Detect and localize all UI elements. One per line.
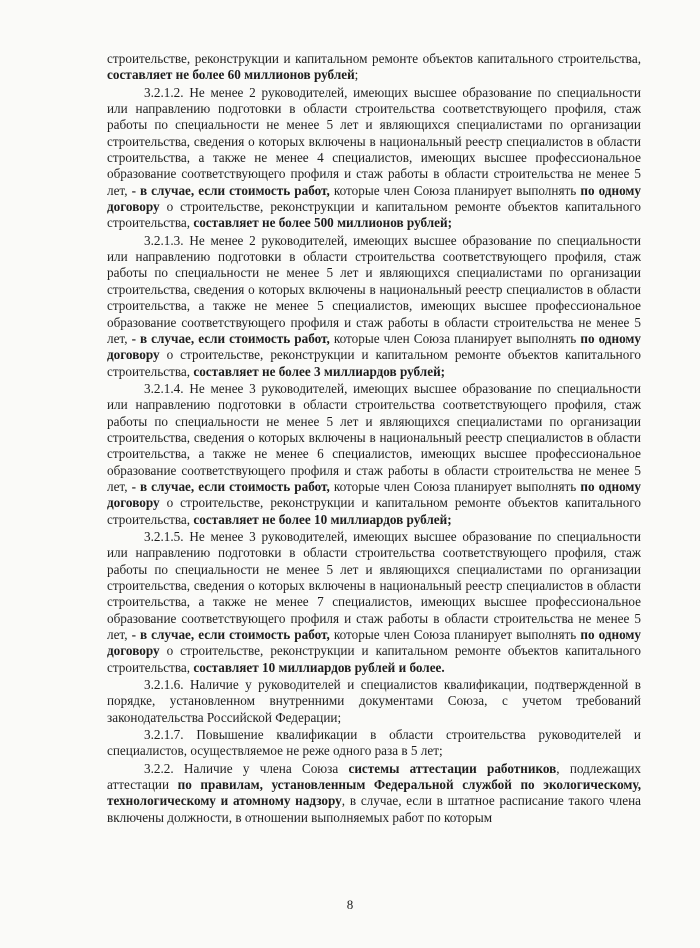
bold-text-run: составляет не более 60 миллионов рублей — [107, 67, 355, 83]
text-run: 3.2.1.4. Не менее 3 руководителей, имеющих высшее образование по специальности или направлению подготовки в области строительства соответствующего профиля, стаж работы по специальности не менее 5 лет и являющихся специалистами по организации строительства, сведения о которых включены в национальный реестр специалистов в области строительства, а также не менее 6 специалистов, имеющих высшее профессиональное образование соответствующего профиля и стаж работы в области строительства не менее 5 лет, — [107, 380, 641, 494]
text-run: , в случае, если в штатное расписание такого члена включены должности, в отношении выполняемых работ по которым — [107, 793, 641, 825]
clause-3-2-1-5 — [107, 529, 641, 676]
text-run: о строительстве, реконструкции и капитальном ремонте объектов капитального строительства, — [107, 347, 641, 379]
bold-text-run: составляет не более 10 миллиардов рублей; — [193, 511, 452, 527]
text-run: 3.2.1.2. Не менее 2 руководителей, имеющих высшее образование по специальности или направлению подготовки в области строительства соответствующего профиля, стаж работы по специальности не менее 5 лет и являющихся специалистами по организации строительства, сведения о которых включены в национальный реестр специалистов в области строительства, а также не менее 4 специалистов, имеющих высшее профессиональное образование соответствующего профиля и стаж работы в области строительства не менее 5 лет, — [107, 84, 641, 198]
clause-3-2-1-4 — [107, 381, 641, 528]
text-run: 3.2.1.5. Не менее 3 руководителей, имеющих высшее образование по специальности или направлению подготовки в области строительства соответствующего профиля, стаж работы по специальности не менее 5 лет и являющихся специалистами по организации строительства, сведения о которых включены в национальный реестр специалистов в области строительства, а также не менее 7 специалистов, имеющих высшее профессиональное образование соответствующего профиля и стаж работы в области строительства не менее 5 лет, — [107, 528, 641, 643]
clause-3-2-1-7 — [107, 727, 641, 760]
bold-text-run: по одному договору — [107, 478, 641, 511]
bold-text-run: по одному договору — [107, 330, 641, 363]
text-run: о строительстве, реконструкции и капитальном ремонте объектов капитального строительства, — [107, 643, 641, 675]
clause-3-2-1-3 — [107, 233, 641, 380]
text-run: , подлежащих аттестации — [107, 760, 641, 793]
bold-text-run: - в случае, если стоимость работ, — [131, 182, 330, 198]
paragraph-continuation — [107, 51, 641, 84]
text-run: 3.2.1.7. Повышение квалификации в области строительства руководителей и специалистов, осуществляемое не реже одного раза в 5 лет; — [107, 727, 641, 759]
text-run: 3.2.1.3. Не менее 2 руководителей, имеющих высшее образование по специальности или направлению подготовки в области строительства соответствующего профиля, стаж работы по специальности не менее 5 лет и являющихся специалистами по организации строительства, сведения о которых включены в национальный реестр специалистов в области строительства, а также не менее 5 специалистов, имеющих высшее профессиональное образование соответствующего профиля и стаж работы в области строительства не менее 5 лет, — [107, 232, 641, 346]
clause-3-2-1-6 — [107, 677, 641, 726]
text-run: о строительстве, реконструкции и капитальном ремонте объектов капитального строительства, — [107, 199, 641, 231]
text-run: 3.2.1.6. Наличие у руководителей и специалистов квалификации, подтвержденной в порядке, установленном внутренними документами Союза, с учетом требований законодательства Российской Федерации; — [107, 677, 641, 725]
clause-3-2-2 — [107, 761, 641, 826]
text-run: которые член Союза планирует выполнять — [329, 330, 581, 346]
page-number: 8 — [346, 897, 354, 912]
clause-3-2-1-2 — [107, 85, 641, 232]
bold-text-run: системы аттестации работников — [348, 760, 557, 776]
text-run: которые член Союза планирует выполнять — [329, 627, 581, 643]
bold-text-run: по одному договору — [107, 627, 641, 659]
bold-text-run: по правилам, установленным Федеральной службой по экологическому, технологическому и атомному надзору — [107, 777, 641, 809]
bold-text-run: - в случае, если стоимость работ, — [131, 330, 330, 346]
bold-text-run: по одному договору — [107, 182, 641, 215]
text-run: о строительстве, реконструкции и капитальном ремонте объектов капитального строительства, — [107, 495, 641, 527]
text-run: строительстве, реконструкции и капитальном ремонте объектов капитального строительства, — [107, 51, 641, 66]
document-body — [107, 51, 641, 826]
bold-text-run: - в случае, если стоимость работ, — [131, 478, 330, 494]
text-run: которые член Союза планирует выполнять — [329, 478, 581, 494]
bold-text-run: - в случае, если стоимость работ, — [131, 627, 330, 643]
bold-text-run: составляет не более 3 миллиардов рублей; — [193, 363, 446, 379]
text-run: которые член Союза планирует выполнять — [329, 182, 581, 198]
text-run: ; — [354, 67, 359, 83]
text-run: 3.2.2. Наличие у члена Союза — [144, 760, 349, 776]
bold-text-run: составляет 10 миллиардов рублей и более. — [193, 659, 445, 675]
bold-text-run: составляет не более 500 миллионов рублей; — [193, 215, 453, 231]
